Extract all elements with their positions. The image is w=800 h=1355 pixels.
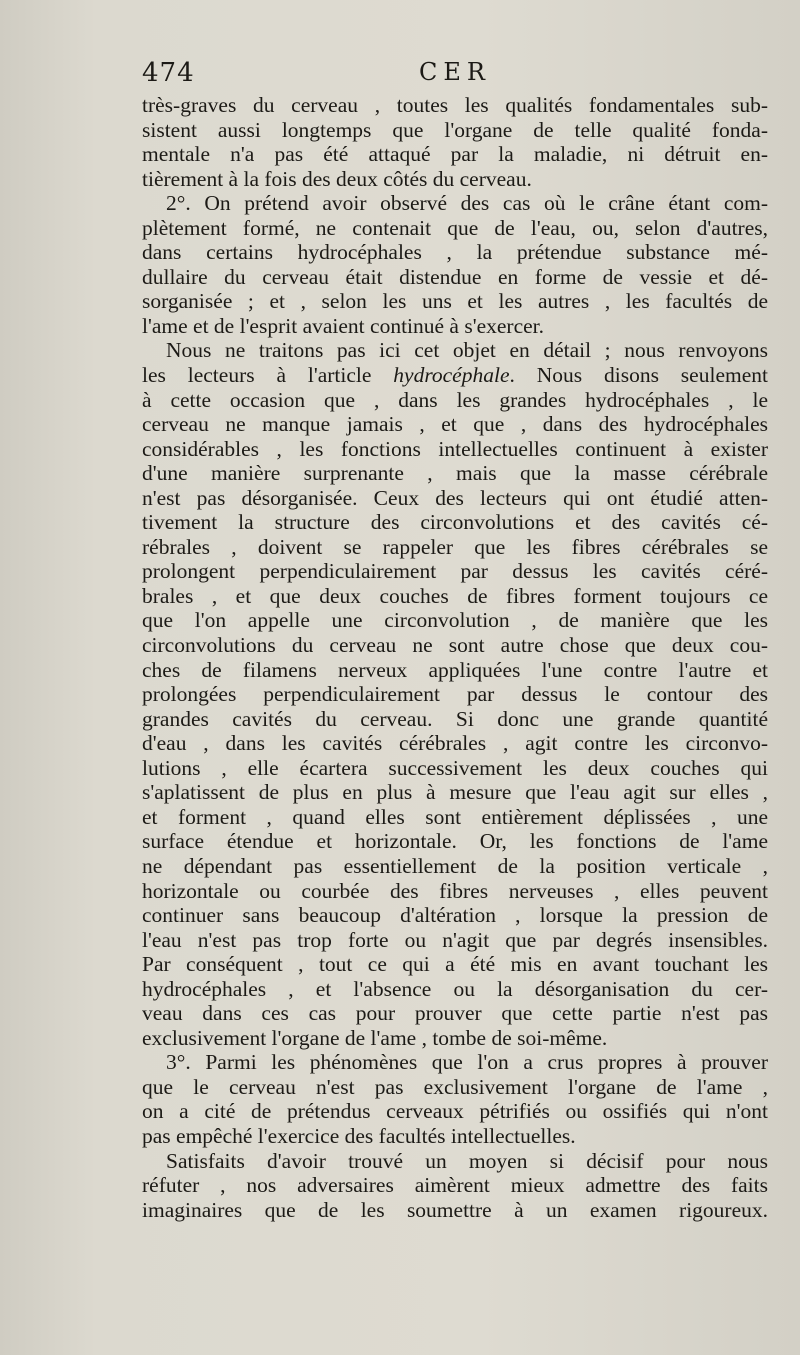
text-line [142, 1075, 768, 1100]
text-line [142, 510, 768, 535]
text-line [142, 731, 768, 756]
text-run: dullaire du cerveau était distendue en forme de vessie et dé- [142, 264, 768, 289]
text-line [142, 535, 768, 560]
text-line [142, 437, 768, 462]
text-run: d'une manière surprenante , mais que la masse cérébrale [142, 461, 768, 486]
text-line [142, 854, 768, 879]
text-line [142, 1173, 768, 1198]
text-line [142, 240, 768, 265]
text-run: horizontale ou courbée des fibres nerveuses , elles peuvent [142, 878, 768, 903]
text-run: imaginaires que de les soumettre à un examen rigoureux. [142, 1197, 768, 1222]
text-line [142, 756, 768, 781]
text-line [142, 903, 768, 928]
text-line [142, 142, 768, 167]
text-run: que le cerveau n'est pas exclusivement l'organe de l'ame , [142, 1074, 768, 1099]
text-run: l'ame et de l'esprit avaient continué à s'exercer. [142, 313, 545, 338]
text-run: 3°. Parmi les phénomènes que l'on a crus propres à prouver [166, 1050, 768, 1075]
text-line [142, 338, 768, 363]
italic-term: hydrocéphale [393, 363, 510, 388]
page-number: 474 [142, 58, 195, 88]
text-run: tièrement à la fois des deux côtés du cerveau. [142, 166, 532, 191]
text-line [142, 879, 768, 904]
text-line [142, 461, 768, 486]
text-run: on a cité de prétendus cerveaux pétrifiés ou ossifiés qui n'ont [142, 1099, 768, 1124]
text-run: rébrales , doivent se rappeler que les fibres cérébrales se [142, 534, 768, 559]
text-run: prolongent perpendiculairement par dessus les cavités céré- [142, 559, 768, 584]
text-run: et forment , quand elles sont entièrement déplissées , une [142, 804, 768, 829]
text-line [142, 584, 768, 609]
text-line [142, 977, 768, 1002]
text-line [142, 805, 768, 830]
running-head: CER [419, 58, 491, 86]
text-line [142, 559, 768, 584]
text-run: pas empêché l'exercice des facultés intellectuelles. [142, 1123, 576, 1148]
text-line [142, 118, 768, 143]
text-line [142, 216, 768, 241]
text-line [142, 1050, 768, 1075]
text-run: circonvolutions du cerveau ne sont autre chose que deux cou- [142, 633, 768, 658]
text-line [142, 1026, 768, 1051]
text-run: sorganisée ; et , selon les uns et les autres , les facultés de [142, 289, 768, 314]
text-line [142, 486, 768, 511]
text-line [142, 829, 768, 854]
text-line [142, 707, 768, 732]
text-run: Nous ne traitons pas ici cet objet en détail ; nous renvoyons [166, 338, 768, 363]
text-line [142, 658, 768, 683]
text-run: exclusivement l'organe de l'ame , tombe de soi-même. [142, 1025, 608, 1050]
text-run: d'eau , dans les cavités cérébrales , agit contre les circonvo- [142, 731, 768, 756]
text-run: à cette occasion que , dans les grandes hydrocéphales , le [142, 387, 768, 412]
text-run: n'est pas désorganisée. Ceux des lecteurs qui ont étudié atten- [142, 485, 768, 510]
text-run: cerveau ne manque jamais , et que , dans des hydrocéphales [142, 412, 768, 437]
text-line [142, 1099, 768, 1124]
text-run: continuer sans beaucoup d'altération , lorsque la pression de [142, 903, 768, 928]
text-run: Par conséquent , tout ce qui a été mis en avant touchant les [142, 952, 768, 977]
text-run: prolongées perpendiculairement par dessus le contour des [142, 682, 768, 707]
text-line [142, 191, 768, 216]
text-line [142, 388, 768, 413]
text-run: 2°. On prétend avoir observé des cas où le crâne étant com- [166, 191, 768, 216]
text-run: réfuter , nos adversaires aimèrent mieux admettre des faits [142, 1173, 768, 1198]
text-line [142, 1198, 768, 1223]
text-line [142, 608, 768, 633]
text-line [142, 1149, 768, 1174]
text-run: tivement la structure des circonvolutions et des cavités cé- [142, 510, 768, 535]
text-line [142, 1124, 768, 1149]
text-run: ches de filamens nerveux appliquées l'une contre l'autre et [142, 657, 768, 682]
text-run: hydrocéphales , et l'absence ou la désorganisation du cer- [142, 976, 768, 1001]
text-run: dans certains hydrocéphales , la prétendue substance mé- [142, 240, 768, 265]
text-line [142, 952, 768, 977]
text-line [142, 93, 768, 118]
text-line [142, 289, 768, 314]
text-run: brales , et que deux couches de fibres forment toujours ce [142, 583, 768, 608]
text-run: les lecteurs à l'article [142, 363, 394, 388]
body-text [142, 93, 768, 1222]
text-line [142, 928, 768, 953]
text-line [142, 682, 768, 707]
page-header [142, 58, 768, 90]
text-line [142, 167, 768, 192]
text-run: sistent aussi longtemps que l'organe de telle qualité fonda- [142, 117, 768, 142]
text-run: . Nous disons seulement [509, 363, 768, 388]
text-line [142, 412, 768, 437]
text-run: mentale n'a pas été attaqué par la maladie, ni détruit en- [142, 142, 768, 167]
text-run: ne dépendant pas essentiellement de la position verticale , [142, 853, 768, 878]
text-run: considérables , les fonctions intellectuelles continuent à exister [142, 436, 768, 461]
text-run: l'eau n'est pas trop forte ou n'agit que par degrés insensibles. [142, 927, 768, 952]
text-line [142, 780, 768, 805]
text-run: s'aplatissent de plus en plus à mesure que l'eau agit sur elles , [142, 780, 768, 805]
text-run: veau dans ces cas pour prouver que cette partie n'est pas [142, 1001, 768, 1026]
text-line [142, 265, 768, 290]
text-line [142, 633, 768, 658]
text-line [142, 314, 768, 339]
text-run: plètement formé, ne contenait que de l'eau, ou, selon d'autres, [142, 215, 768, 240]
text-run: que l'on appelle une circonvolution , de manière que les [142, 608, 768, 633]
text-run: Satisfaits d'avoir trouvé un moyen si décisif pour nous [166, 1148, 768, 1173]
text-run: surface étendue et horizontale. Or, les fonctions de l'ame [142, 829, 768, 854]
text-line [142, 363, 768, 388]
text-line [142, 1001, 768, 1026]
text-run: lutions , elle écartera successivement les deux couches qui [142, 755, 768, 780]
text-run: grandes cavités du cerveau. Si donc une grande quantité [142, 706, 768, 731]
text-run: très-graves du cerveau , toutes les qualités fondamentales sub- [142, 93, 768, 117]
